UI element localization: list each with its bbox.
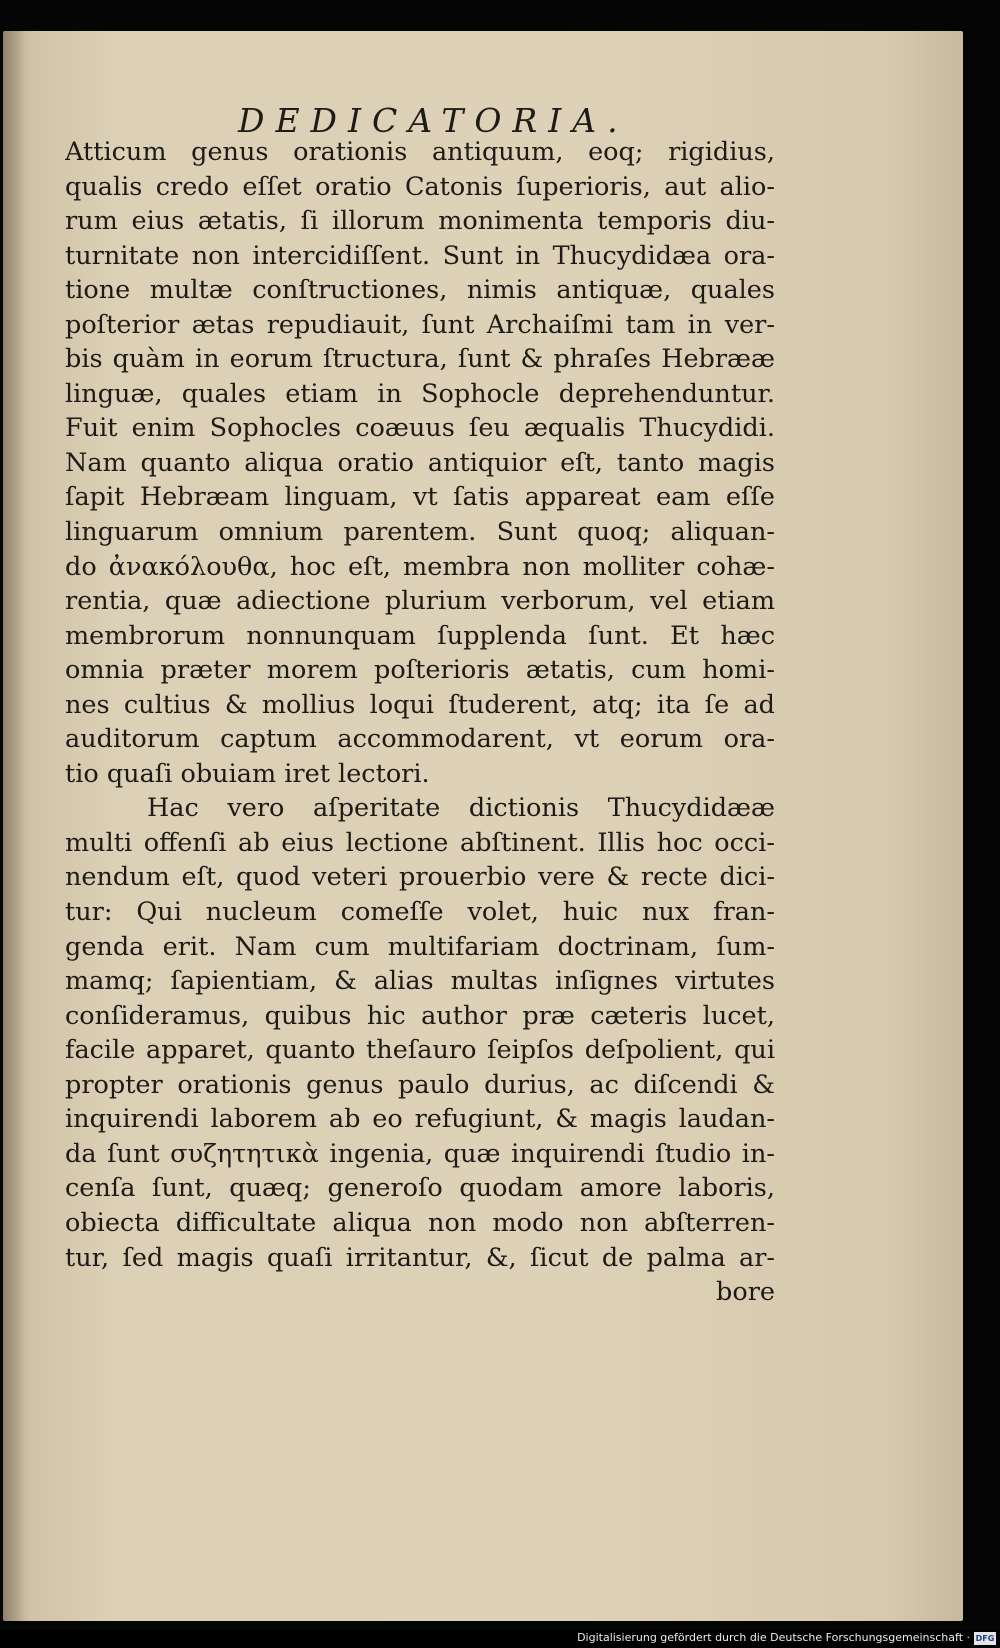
catchword: bore	[716, 1277, 775, 1308]
running-head: DEDICATORIA.	[238, 101, 629, 140]
text-line-15: membrorum nonnunquam ſupplenda ſunt. Et hæc	[65, 620, 775, 651]
text-line-9: Fuit enim Sophocles coæuus ſeu æqualis Thucydidi.	[65, 413, 775, 444]
text-line-26: conſideramus, quibus hic author præ cæteris lucet,	[65, 1000, 775, 1031]
text-line-18: auditorum captum accommodarent, vt eorum ora-	[65, 724, 775, 755]
text-line-27: facile apparet, quanto theſauro ſeipſos deſpolient, qui	[65, 1035, 775, 1066]
gutter-shadow	[3, 31, 25, 1621]
text-line-7: bis quàm in eorum ſtructura, ſunt & phraſes Hebrææ	[65, 344, 775, 375]
text-line-4: turnitate non intercidiſſent. Sunt in Thucydidæa ora-	[65, 240, 775, 271]
text-line-24: genda erit. Nam cum multifariam doctrinam, ſum-	[65, 931, 775, 962]
text-line-16: omnia præter morem poſterioris ætatis, cum homi-	[65, 655, 775, 686]
text-line-1: Atticum genus orationis antiquum, eoq; rigidius,	[65, 137, 775, 167]
text-line-31: cenſa ſunt, quæq; generoſo quodam amore laboris,	[65, 1173, 775, 1204]
text-line-20: Hac vero aſperitate dictionis Thucydidææ	[147, 793, 775, 824]
text-line-33: tur, ſed magis quaſi irritantur, &, ſicut de palma ar-	[65, 1242, 775, 1273]
text-line-32: obiecta difficultate aliqua non modo non abſterren-	[65, 1207, 775, 1238]
text-line-6: poſterior ætas repudiauit, ſunt Archaiſmi tam in ver-	[65, 309, 775, 340]
text-line-17: nes cultius & mollius loqui ſtuderent, atq; ita ſe ad	[65, 689, 775, 720]
text-line-28: propter orationis genus paulo durius, ac diſcendi &	[65, 1069, 775, 1100]
text-line-5: tione multæ conſtructiones, nimis antiquæ, quales	[65, 275, 775, 306]
text-line-12: linguarum omnium parentem. Sunt quoq; aliquan-	[65, 517, 775, 548]
text-line-2: qualis credo eſſet oratio Catonis ſuperioris, aut alio-	[65, 171, 775, 202]
text-line-23: tur: Qui nucleum comeſſe volet, huic nux fran-	[65, 897, 775, 928]
text-line-19: tio quaſi obuiam iret lectori.	[65, 758, 430, 789]
funding-credit: Digitalisierung gefördert durch die Deutsche Forschungsgemeinschaft ·	[577, 1631, 970, 1644]
text-line-8: linguæ, quales etiam in Sophocle deprehenduntur.	[65, 378, 775, 409]
text-line-10: Nam quanto aliqua oratio antiquior eſt, tanto magis	[65, 447, 775, 478]
book-page	[3, 31, 963, 1621]
text-line-13: do ἀνακόλουθα, hoc eſt, membra non molliter cohæ-	[65, 551, 775, 582]
text-line-3: rum eius ætatis, ſi illorum monimenta temporis diu-	[65, 206, 775, 237]
text-line-25: mamq; ſapientiam, & alias multas inſignes virtutes	[65, 966, 775, 997]
text-line-11: ſapit Hebræam linguam, vt ſatis appareat eam eſſe	[65, 482, 775, 513]
text-line-22: nendum eſt, quod veteri prouerbio vere & recte dici-	[65, 862, 775, 893]
text-block	[65, 135, 775, 1310]
dfg-logo: DFG	[975, 1634, 995, 1643]
text-line-29: inquirendi laborem ab eo refugiunt, & magis laudan-	[65, 1104, 775, 1135]
text-line-14: rentia, quæ adiectione plurium verborum, vel etiam	[65, 586, 775, 617]
text-line-21: multi offenſi ab eius lectione abſtinent. Illis hoc occi-	[65, 827, 775, 858]
text-line-30: da ſunt συζητητικὰ ingenia, quæ inquirendi ſtudio in-	[65, 1138, 775, 1169]
